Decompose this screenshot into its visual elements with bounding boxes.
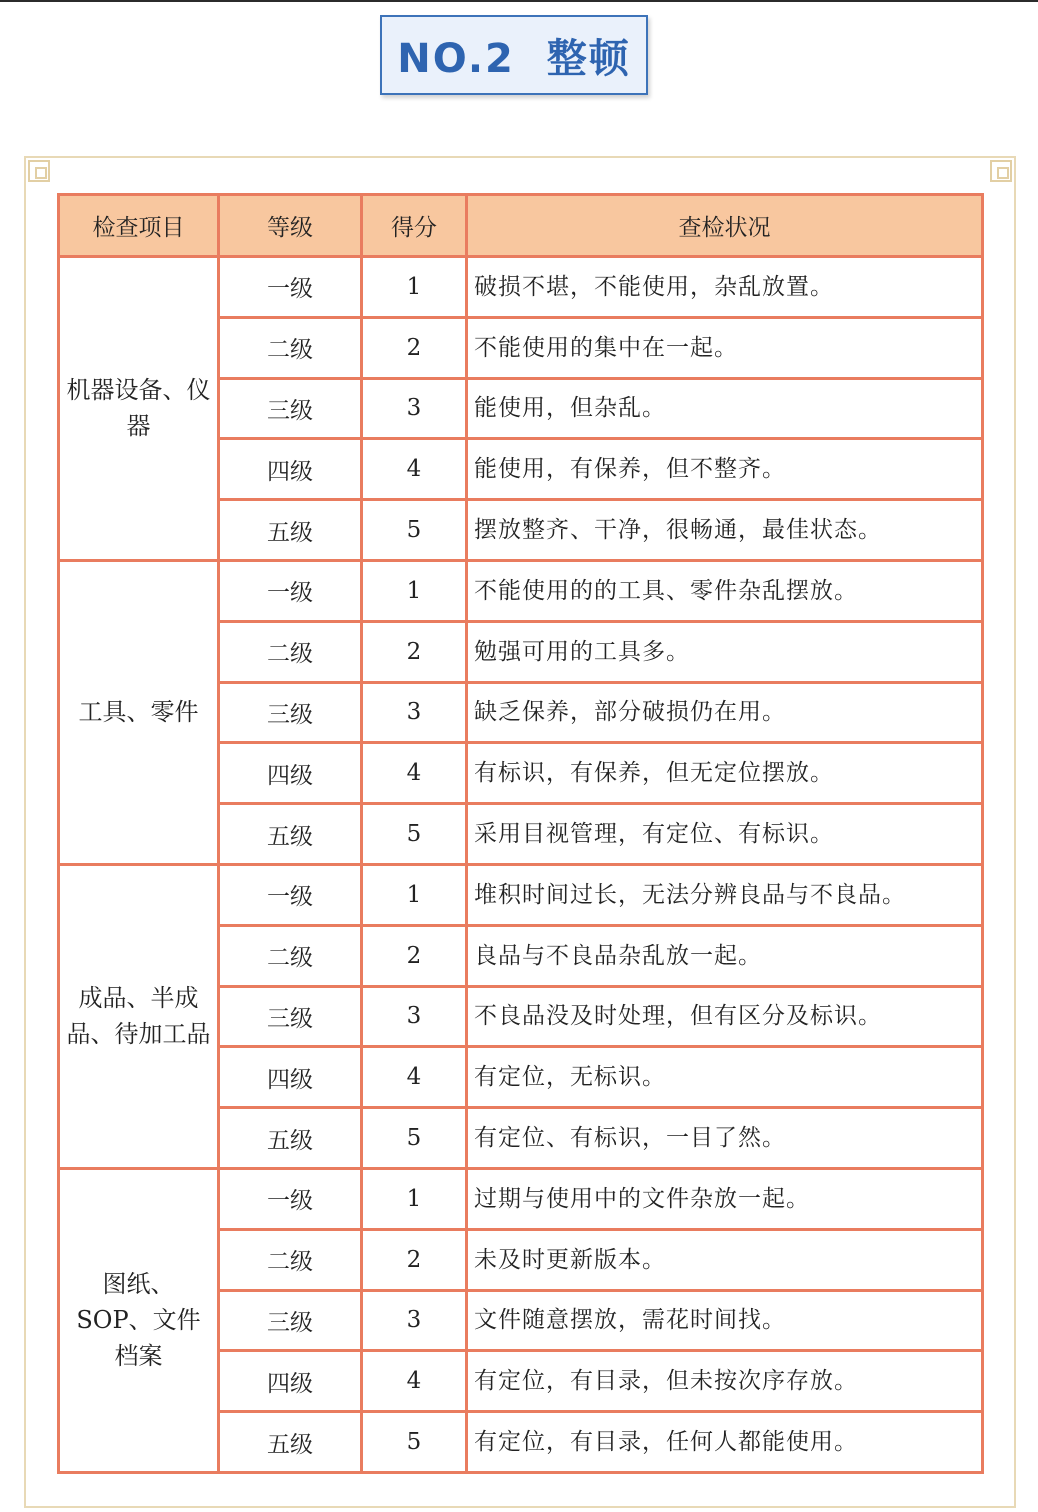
status-cell: 不能使用的的工具、零件杂乱摆放。: [467, 560, 983, 621]
table-row: [59, 257, 983, 318]
level-cell: 五级: [219, 1412, 362, 1473]
header-level: 等级: [219, 195, 362, 257]
status-cell: 不良品没及时处理，但有区分及标识。: [467, 986, 983, 1047]
score-cell: 3: [362, 682, 467, 743]
table-row: [59, 1168, 983, 1229]
level-cell: 五级: [219, 500, 362, 561]
score-cell: 2: [362, 317, 467, 378]
inspection-table: [57, 193, 984, 1474]
status-cell: 未及时更新版本。: [467, 1229, 983, 1290]
score-cell: 3: [362, 986, 467, 1047]
score-cell: 4: [362, 1351, 467, 1412]
inspection-item-cell: 图纸、SOP、文件档案: [59, 1168, 219, 1472]
title-banner: [380, 15, 648, 95]
level-cell: 三级: [219, 1290, 362, 1351]
inspection-item-cell: 工具、零件: [59, 560, 219, 864]
level-cell: 二级: [219, 925, 362, 986]
status-cell: 勉强可用的工具多。: [467, 621, 983, 682]
inspection-item-cell: 成品、半成品、待加工品: [59, 864, 219, 1168]
status-cell: 摆放整齐、干净，很畅通，最佳状态。: [467, 500, 983, 561]
table-header-row: [59, 195, 983, 257]
score-cell: 5: [362, 500, 467, 561]
level-cell: 一级: [219, 560, 362, 621]
status-cell: 能使用，有保养，但不整齐。: [467, 439, 983, 500]
corner-ornament-icon: [28, 160, 50, 182]
level-cell: 四级: [219, 1047, 362, 1108]
score-cell: 1: [362, 257, 467, 318]
score-cell: 1: [362, 864, 467, 925]
status-cell: 采用目视管理，有定位、有标识。: [467, 804, 983, 865]
score-cell: 2: [362, 1229, 467, 1290]
score-cell: 4: [362, 439, 467, 500]
status-cell: 堆积时间过长，无法分辨良品与不良品。: [467, 864, 983, 925]
level-cell: 二级: [219, 317, 362, 378]
level-cell: 二级: [219, 1229, 362, 1290]
level-cell: 四级: [219, 439, 362, 500]
level-cell: 一级: [219, 864, 362, 925]
level-cell: 三级: [219, 682, 362, 743]
status-cell: 有定位，无标识。: [467, 1047, 983, 1108]
level-cell: 一级: [219, 257, 362, 318]
level-cell: 一级: [219, 1168, 362, 1229]
status-cell: 能使用，但杂乱。: [467, 378, 983, 439]
score-cell: 2: [362, 621, 467, 682]
table-row: [59, 560, 983, 621]
score-cell: 5: [362, 1108, 467, 1169]
level-cell: 二级: [219, 621, 362, 682]
top-rule: [0, 0, 1038, 2]
score-cell: 4: [362, 1047, 467, 1108]
page-title: NO.2 整顿: [397, 35, 631, 82]
score-cell: 1: [362, 1168, 467, 1229]
score-cell: 5: [362, 1412, 467, 1473]
status-cell: 文件随意摆放，需花时间找。: [467, 1290, 983, 1351]
score-cell: 5: [362, 804, 467, 865]
level-cell: 三级: [219, 378, 362, 439]
status-cell: 破损不堪，不能使用，杂乱放置。: [467, 257, 983, 318]
level-cell: 五级: [219, 1108, 362, 1169]
level-cell: 五级: [219, 804, 362, 865]
level-cell: 四级: [219, 1351, 362, 1412]
status-cell: 有定位，有目录，但未按次序存放。: [467, 1351, 983, 1412]
status-cell: 有标识，有保养，但无定位摆放。: [467, 743, 983, 804]
header-item: 检查项目: [59, 195, 219, 257]
status-cell: 有定位，有目录，任何人都能使用。: [467, 1412, 983, 1473]
score-cell: 3: [362, 1290, 467, 1351]
status-cell: 良品与不良品杂乱放一起。: [467, 925, 983, 986]
status-cell: 有定位、有标识，一目了然。: [467, 1108, 983, 1169]
corner-ornament-icon: [990, 160, 1012, 182]
score-cell: 3: [362, 378, 467, 439]
level-cell: 三级: [219, 986, 362, 1047]
inspection-item-cell: 机器设备、仪器: [59, 257, 219, 561]
score-cell: 1: [362, 560, 467, 621]
status-cell: 不能使用的集中在一起。: [467, 317, 983, 378]
header-status: 查检状况: [467, 195, 983, 257]
header-score: 得分: [362, 195, 467, 257]
status-cell: 过期与使用中的文件杂放一起。: [467, 1168, 983, 1229]
score-cell: 2: [362, 925, 467, 986]
score-cell: 4: [362, 743, 467, 804]
status-cell: 缺乏保养，部分破损仍在用。: [467, 682, 983, 743]
table-row: [59, 864, 983, 925]
level-cell: 四级: [219, 743, 362, 804]
